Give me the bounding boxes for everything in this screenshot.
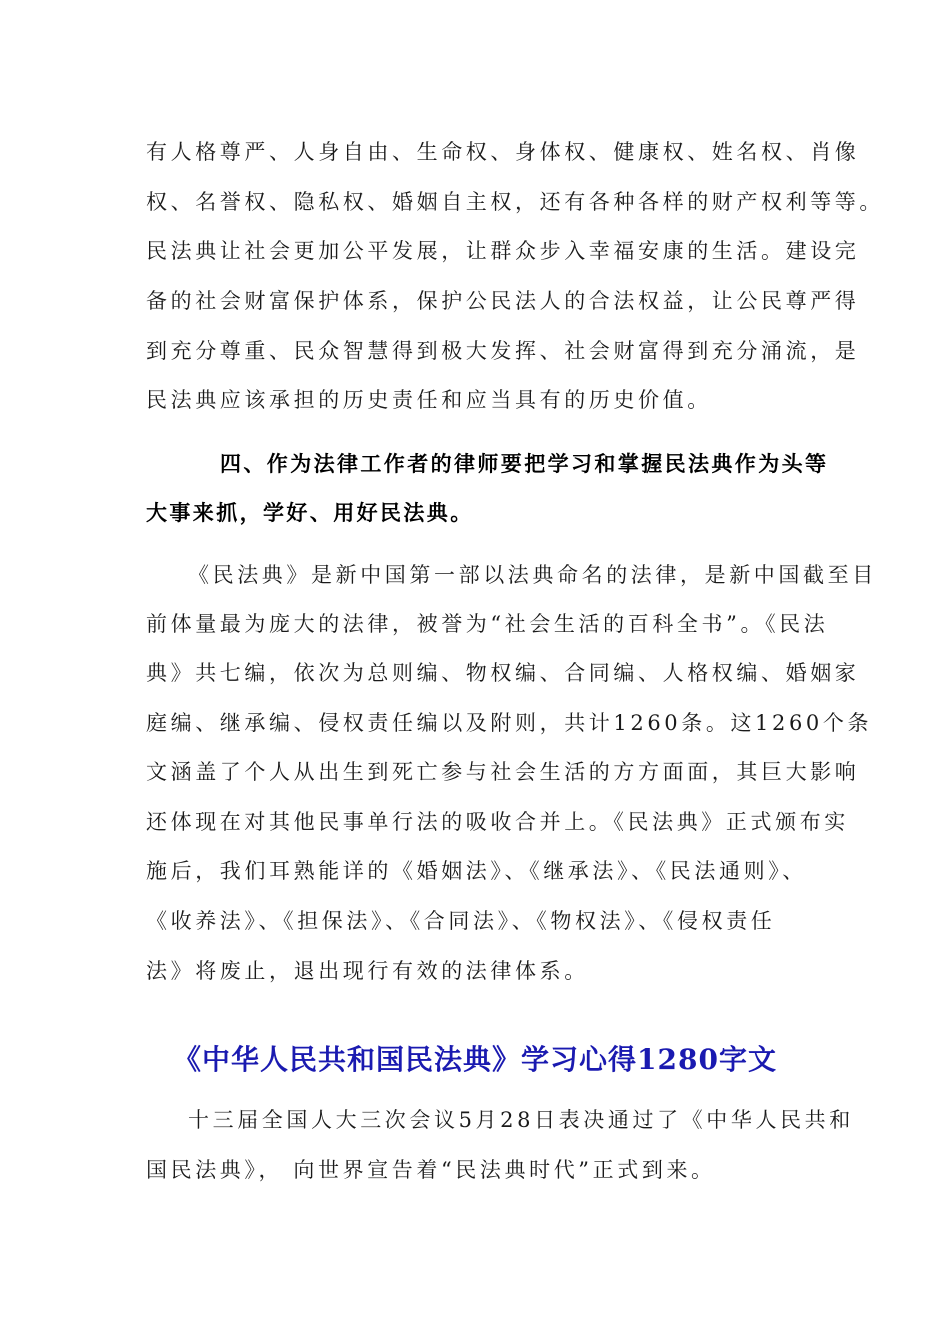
article-title: 《中华人民共和国民法典》学习心得1280字文 — [173, 1043, 777, 1076]
text-line: 施后，我们耳熟能详的《婚姻法》、《继承法》、《民法通则》、 — [146, 859, 807, 883]
text-line: 国民法典》， 向世界宣告着“民法典时代”正式到来。 — [146, 1158, 716, 1182]
text-line: 庭编、继承编、侵权责任编以及附则，共计1260条。这1260个条 — [146, 711, 873, 735]
text-line: 典》共七编，依次为总则编、物权编、合同编、人格权编、婚姻家 — [146, 661, 860, 685]
text-line: 权、名誉权、隐私权、婚姻自主权，还有各种各样的财产权利等等。 — [146, 190, 884, 214]
text-line: 民法典让社会更加公平发展，让群众步入幸福安康的生活。建设完 — [146, 239, 860, 263]
text-line: 《收养法》、《担保法》、《合同法》、《物权法》、《侵权责任 — [146, 909, 776, 933]
text-line: 有人格尊严、人身自由、生命权、身体权、健康权、姓名权、肖像 — [146, 140, 860, 164]
text-line: 备的社会财富保护体系，保护公民法人的合法权益，让公民尊严得 — [146, 289, 860, 313]
text-line: 民法典应该承担的历史责任和应当具有的历史价值。 — [146, 388, 712, 412]
text-line: 还体现在对其他民事单行法的吸收合并上。《民法典》正式颁布实 — [146, 810, 849, 834]
text-line: 文涵盖了个人从出生到死亡参与社会生活的方方面面，其巨大影响 — [146, 760, 860, 784]
text-line: 法》将废止，退出现行有效的法律体系。 — [146, 959, 589, 983]
heading-line: 大事来抓，学好、用好民法典。 — [146, 500, 474, 525]
text-line: 前体量最为庞大的法律，被誉为“社会生活的百科全书”。《民法 — [146, 612, 829, 636]
text-line: 十三届全国人大三次会议5月28日表决通过了《中华人民共和 — [188, 1108, 854, 1132]
text-line: 《民法典》是新中国第一部以法典命名的法律，是新中国截至目 — [188, 563, 877, 587]
heading-line: 四、作为法律工作者的律师要把学习和掌握民法典作为头等 — [220, 451, 829, 476]
text-line: 到充分尊重、民众智慧得到极大发挥、社会财富得到充分涌流，是 — [146, 339, 860, 363]
